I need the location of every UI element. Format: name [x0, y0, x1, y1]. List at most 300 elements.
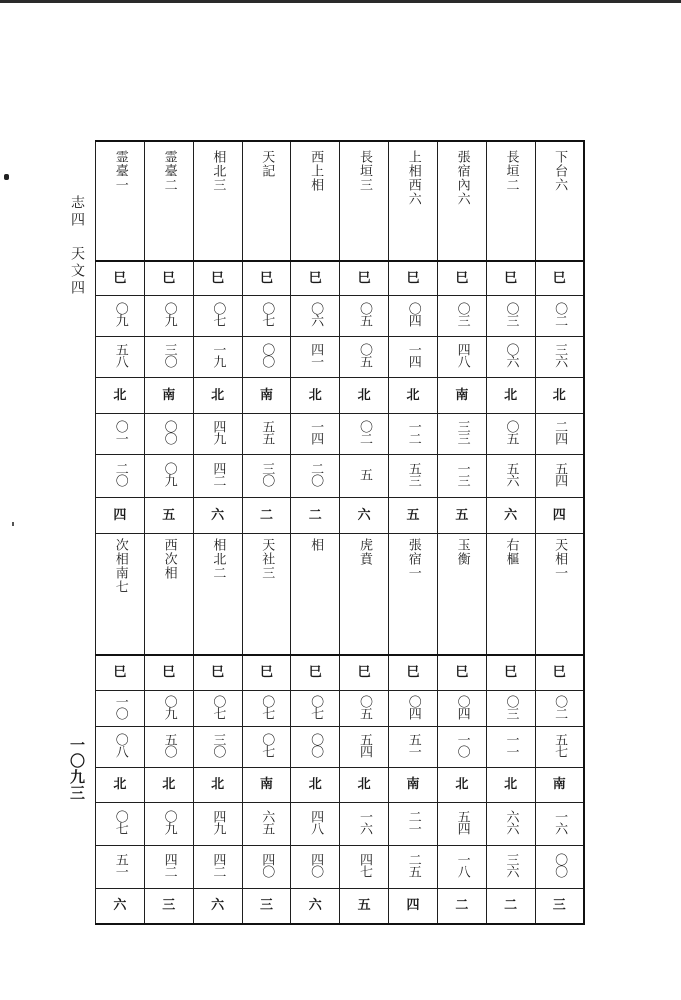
degree-value: 〇六 [308, 302, 324, 327]
dec-minute-value: 五六 [503, 462, 519, 487]
dec-degree-value: 〇〇 [161, 420, 177, 445]
dec-degree-cell [144, 803, 193, 846]
hour-branch-cell [144, 261, 193, 296]
hour-branch-value: 巳 [504, 270, 518, 286]
degree-cell [340, 296, 389, 337]
direction-cell [340, 768, 389, 803]
direction-value: 北 [308, 387, 322, 403]
dec-degree-cell [389, 803, 438, 846]
dec-degree-value: 六六 [503, 810, 519, 835]
magnitude-value: 四 [406, 898, 420, 914]
direction-cell [144, 768, 193, 803]
minute-value: 五七 [552, 733, 568, 758]
star-name: 西上相 [308, 150, 324, 192]
minute-value: 四一 [308, 343, 324, 368]
star-name-cell [437, 141, 486, 261]
table-row [96, 378, 585, 414]
dec-minute-value: 三六 [503, 853, 519, 878]
dec-minute-value: 五 [356, 468, 372, 481]
table-row [96, 337, 585, 378]
magnitude-cell [144, 498, 193, 534]
dec-minute-value: 五一 [112, 853, 128, 878]
degree-value: 〇二 [552, 302, 568, 327]
dec-degree-cell [193, 414, 242, 455]
dec-minute-cell [96, 455, 145, 498]
direction-value: 北 [308, 777, 322, 793]
direction-value: 北 [211, 777, 225, 793]
direction-cell [144, 378, 193, 414]
degree-value: 〇九 [112, 302, 128, 327]
companion-name: 天社三 [259, 538, 275, 580]
companion-name: 相北二 [210, 538, 226, 580]
companion-name-cell [437, 534, 486, 656]
margin-tick [12, 522, 14, 526]
star-name-cell [144, 141, 193, 261]
companion-name-cell [389, 534, 438, 656]
degree-value: 〇四 [454, 694, 470, 719]
dec-degree-cell [291, 803, 340, 846]
degree-cell [437, 296, 486, 337]
star-name: 長垣三 [356, 150, 372, 192]
running-head: 志四 天文四 [69, 195, 85, 297]
companion-name-cell [96, 534, 145, 656]
dec-minute-cell [437, 455, 486, 498]
magnitude-cell [96, 498, 145, 534]
table-row [96, 261, 585, 296]
minute-cell [486, 337, 535, 378]
companion-name: 天相一 [552, 538, 568, 580]
dec-degree-value: 五五 [259, 420, 275, 445]
dec-minute-cell [144, 846, 193, 889]
dec-minute-cell [242, 846, 291, 889]
magnitude-cell [242, 889, 291, 925]
hour-branch-cell [437, 261, 486, 296]
degree-cell [340, 691, 389, 727]
star-name: 相北三 [210, 150, 226, 192]
dec-minute-cell [242, 455, 291, 498]
minute-cell [291, 337, 340, 378]
direction-cell [242, 768, 291, 803]
minute-value: 三六 [552, 343, 568, 368]
hour-branch-cell [96, 261, 145, 296]
hour-branch-cell [291, 261, 340, 296]
direction-value: 南 [552, 777, 566, 793]
magnitude-value: 六 [504, 507, 518, 523]
direction-cell [437, 768, 486, 803]
companion-name: 玉衡 [454, 538, 470, 566]
direction-value: 北 [211, 387, 225, 403]
minute-value: 〇六 [503, 343, 519, 368]
direction-cell [486, 378, 535, 414]
minute-value: 三〇 [161, 343, 177, 368]
minute-cell [242, 337, 291, 378]
degree-value: 〇五 [356, 302, 372, 327]
degree-cell [144, 296, 193, 337]
direction-value: 南 [162, 387, 176, 403]
magnitude-value: 二 [308, 507, 322, 523]
companion-name-cell [193, 534, 242, 656]
direction-value: 南 [259, 387, 273, 403]
hour-branch-value: 巳 [162, 270, 176, 286]
dec-degree-value: 四九 [210, 420, 226, 445]
direction-value: 北 [357, 777, 371, 793]
dec-minute-cell [340, 455, 389, 498]
dec-minute-cell [144, 455, 193, 498]
dec-minute-value: 五三 [405, 462, 421, 487]
star-name: 上相西六 [405, 150, 421, 206]
direction-cell [486, 768, 535, 803]
companion-name-cell [291, 534, 340, 656]
degree-cell [193, 296, 242, 337]
dec-degree-cell [242, 803, 291, 846]
dec-minute-value: 〇九 [161, 462, 177, 487]
degree-cell [144, 691, 193, 727]
dec-degree-cell [535, 803, 584, 846]
dec-degree-cell [486, 414, 535, 455]
direction-value: 南 [455, 387, 469, 403]
dec-degree-value: 〇七 [112, 810, 128, 835]
hour-branch-cell [242, 655, 291, 691]
minute-value: 〇〇 [259, 343, 275, 368]
minute-cell [242, 727, 291, 768]
minute-value: 三〇 [210, 733, 226, 758]
degree-value: 〇七 [308, 694, 324, 719]
dec-minute-cell [535, 455, 584, 498]
hour-branch-cell [96, 655, 145, 691]
direction-cell [291, 378, 340, 414]
star-name: 張宿內六 [454, 150, 470, 206]
degree-cell [389, 296, 438, 337]
degree-value: 〇七 [210, 302, 226, 327]
magnitude-cell [389, 498, 438, 534]
hour-branch-cell [144, 655, 193, 691]
hour-branch-value: 巳 [552, 665, 566, 681]
magnitude-cell [291, 889, 340, 925]
table-row [96, 691, 585, 727]
magnitude-value: 六 [211, 898, 225, 914]
direction-value: 北 [504, 387, 518, 403]
degree-value: 〇四 [405, 302, 421, 327]
dec-degree-cell [96, 414, 145, 455]
degree-cell [437, 691, 486, 727]
margin-mark [4, 174, 9, 180]
magnitude-value: 三 [552, 898, 566, 914]
hour-branch-value: 巳 [259, 665, 273, 681]
degree-cell [389, 691, 438, 727]
magnitude-value: 六 [211, 507, 225, 523]
hour-branch-value: 巳 [211, 665, 225, 681]
dec-minute-cell [437, 846, 486, 889]
hour-branch-value: 巳 [504, 665, 518, 681]
minute-cell [437, 337, 486, 378]
degree-value: 〇三 [454, 302, 470, 327]
hour-branch-cell [340, 261, 389, 296]
magnitude-cell [535, 498, 584, 534]
magnitude-value: 六 [113, 898, 127, 914]
degree-cell [486, 691, 535, 727]
direction-value: 北 [113, 387, 127, 403]
hour-branch-value: 巳 [211, 270, 225, 286]
dec-degree-cell [242, 414, 291, 455]
direction-cell [291, 768, 340, 803]
dec-minute-value: 四二 [161, 853, 177, 878]
minute-cell [486, 727, 535, 768]
dec-degree-value: 〇一 [112, 420, 128, 445]
hour-branch-cell [535, 655, 584, 691]
direction-cell [193, 768, 242, 803]
hour-branch-cell [291, 655, 340, 691]
hour-branch-cell [437, 655, 486, 691]
degree-cell [96, 296, 145, 337]
direction-cell [535, 768, 584, 803]
hour-branch-value: 巳 [406, 270, 420, 286]
star-name: 天記 [259, 150, 275, 178]
hour-branch-value: 巳 [357, 270, 371, 286]
dec-degree-value: 〇九 [161, 810, 177, 835]
dec-degree-cell [437, 414, 486, 455]
minute-cell [144, 727, 193, 768]
hour-branch-value: 巳 [113, 270, 127, 286]
hour-branch-value: 巳 [162, 665, 176, 681]
companion-name: 右樞 [503, 538, 519, 566]
dec-degree-cell [535, 414, 584, 455]
dec-minute-value: 四〇 [259, 853, 275, 878]
minute-value: 一九 [210, 343, 226, 368]
table-row [96, 455, 585, 498]
minute-value: 四八 [454, 343, 470, 368]
table-row [96, 889, 585, 925]
page-top-edge [0, 0, 681, 3]
hour-branch-value: 巳 [259, 270, 273, 286]
magnitude-cell [340, 498, 389, 534]
star-name: 下台六 [552, 150, 568, 192]
dec-degree-value: 三三 [454, 420, 470, 445]
dec-degree-value: 五四 [454, 810, 470, 835]
degree-value: 〇四 [405, 694, 421, 719]
table-row [96, 803, 585, 846]
minute-cell [389, 337, 438, 378]
minute-value: 〇〇 [308, 733, 324, 758]
hour-branch-cell [340, 655, 389, 691]
magnitude-value: 六 [308, 898, 322, 914]
companion-name-cell [242, 534, 291, 656]
dec-degree-cell [486, 803, 535, 846]
page-number: 一〇九三 [68, 737, 86, 801]
hour-branch-cell [535, 261, 584, 296]
direction-value: 南 [406, 777, 420, 793]
hour-branch-value: 巳 [406, 665, 420, 681]
magnitude-cell [242, 498, 291, 534]
degree-cell [242, 296, 291, 337]
table-row [96, 655, 585, 691]
dec-minute-cell [291, 846, 340, 889]
degree-value: 〇三 [503, 302, 519, 327]
star-catalog-table [95, 140, 585, 925]
hour-branch-cell [486, 261, 535, 296]
degree-value: 〇二 [552, 694, 568, 719]
table-row [96, 414, 585, 455]
direction-cell [389, 768, 438, 803]
dec-minute-cell [193, 846, 242, 889]
minute-value: 五四 [356, 733, 372, 758]
magnitude-value: 三 [259, 898, 273, 914]
dec-minute-value: 〇〇 [552, 853, 568, 878]
companion-name-cell [486, 534, 535, 656]
magnitude-value: 三 [162, 898, 176, 914]
minute-value: 一〇 [454, 733, 470, 758]
degree-value: 〇三 [503, 694, 519, 719]
dec-degree-value: 〇二 [356, 420, 372, 445]
magnitude-value: 四 [552, 507, 566, 523]
magnitude-cell [389, 889, 438, 925]
hour-branch-value: 巳 [357, 665, 371, 681]
direction-value: 北 [357, 387, 371, 403]
minute-cell [193, 727, 242, 768]
dec-degree-value: 二四 [552, 420, 568, 445]
hour-branch-cell [389, 261, 438, 296]
magnitude-cell [437, 889, 486, 925]
dec-minute-cell [535, 846, 584, 889]
magnitude-value: 五 [406, 507, 420, 523]
star-name-cell [486, 141, 535, 261]
hour-branch-cell [389, 655, 438, 691]
magnitude-value: 五 [162, 507, 176, 523]
direction-value: 北 [406, 387, 420, 403]
dec-minute-value: 四二 [210, 462, 226, 487]
dec-degree-cell [96, 803, 145, 846]
minute-cell [144, 337, 193, 378]
degree-cell [242, 691, 291, 727]
dec-degree-value: 一二 [405, 420, 421, 445]
direction-value: 北 [162, 777, 176, 793]
direction-cell [437, 378, 486, 414]
degree-cell [291, 691, 340, 727]
dec-minute-value: 五四 [552, 462, 568, 487]
hour-branch-cell [486, 655, 535, 691]
magnitude-cell [486, 889, 535, 925]
minute-cell [535, 337, 584, 378]
direction-value: 北 [552, 387, 566, 403]
dec-minute-cell [389, 455, 438, 498]
dec-degree-cell [144, 414, 193, 455]
star-name: 霊臺一 [112, 150, 128, 192]
dec-degree-cell [291, 414, 340, 455]
direction-cell [193, 378, 242, 414]
star-name: 長垣二 [503, 150, 519, 192]
row-cname [96, 534, 585, 656]
dec-minute-value: 二五 [405, 853, 421, 878]
minute-cell [193, 337, 242, 378]
minute-value: 〇八 [112, 733, 128, 758]
minute-value: 一四 [405, 343, 421, 368]
dec-minute-cell [340, 846, 389, 889]
table-row [96, 498, 585, 534]
companion-name: 次相南七 [112, 538, 128, 594]
dec-minute-cell [486, 455, 535, 498]
dec-degree-value: 一六 [356, 810, 372, 835]
dec-degree-value: 六五 [259, 810, 275, 835]
degree-value: 〇九 [161, 302, 177, 327]
dec-minute-cell [389, 846, 438, 889]
star-name-cell [389, 141, 438, 261]
dec-degree-value: 一四 [308, 420, 324, 445]
minute-value: 〇五 [356, 343, 372, 368]
magnitude-cell [193, 498, 242, 534]
hour-branch-value: 巳 [455, 270, 469, 286]
dec-minute-cell [486, 846, 535, 889]
dec-degree-cell [340, 803, 389, 846]
magnitude-value: 二 [455, 898, 469, 914]
direction-value: 北 [504, 777, 518, 793]
dec-minute-value: 四二 [210, 853, 226, 878]
table-row [96, 296, 585, 337]
degree-value: 〇七 [259, 302, 275, 327]
magnitude-value: 二 [259, 507, 273, 523]
degree-cell [535, 691, 584, 727]
companion-name-cell [535, 534, 584, 656]
minute-cell [340, 337, 389, 378]
hour-branch-value: 巳 [455, 665, 469, 681]
minute-cell [389, 727, 438, 768]
magnitude-cell [340, 889, 389, 925]
star-name-cell [96, 141, 145, 261]
dec-degree-cell [193, 803, 242, 846]
hour-branch-cell [242, 261, 291, 296]
direction-value: 北 [113, 777, 127, 793]
dec-minute-value: 一三 [454, 462, 470, 487]
minute-cell [535, 727, 584, 768]
dec-minute-cell [193, 455, 242, 498]
dec-minute-value: 二〇 [112, 462, 128, 487]
magnitude-cell [437, 498, 486, 534]
star-name-cell [535, 141, 584, 261]
magnitude-cell [291, 498, 340, 534]
degree-cell [535, 296, 584, 337]
dec-minute-value: 四〇 [308, 853, 324, 878]
dec-degree-value: 〇五 [503, 420, 519, 445]
degree-cell [486, 296, 535, 337]
dec-minute-value: 三〇 [259, 462, 275, 487]
degree-value: 〇五 [356, 694, 372, 719]
dec-minute-value: 四七 [356, 853, 372, 878]
dec-minute-value: 二〇 [308, 462, 324, 487]
companion-name: 虎賁 [356, 538, 372, 566]
companion-name: 張宿一 [405, 538, 421, 580]
magnitude-cell [96, 889, 145, 925]
direction-cell [340, 378, 389, 414]
minute-cell [96, 337, 145, 378]
minute-value: 〇七 [259, 733, 275, 758]
dec-degree-value: 四九 [210, 810, 226, 835]
degree-value: 〇九 [161, 694, 177, 719]
row-name [96, 141, 585, 261]
dec-degree-cell [389, 414, 438, 455]
magnitude-cell [193, 889, 242, 925]
minute-value: 五八 [112, 343, 128, 368]
magnitude-cell [535, 889, 584, 925]
dec-degree-value: 一六 [552, 810, 568, 835]
degree-cell [96, 691, 145, 727]
star-name: 霊臺二 [161, 150, 177, 192]
direction-cell [96, 378, 145, 414]
magnitude-value: 五 [455, 507, 469, 523]
hour-branch-value: 巳 [308, 270, 322, 286]
table-row [96, 768, 585, 803]
direction-value: 南 [259, 777, 273, 793]
degree-value: 〇七 [210, 694, 226, 719]
star-name-cell [193, 141, 242, 261]
direction-cell [242, 378, 291, 414]
